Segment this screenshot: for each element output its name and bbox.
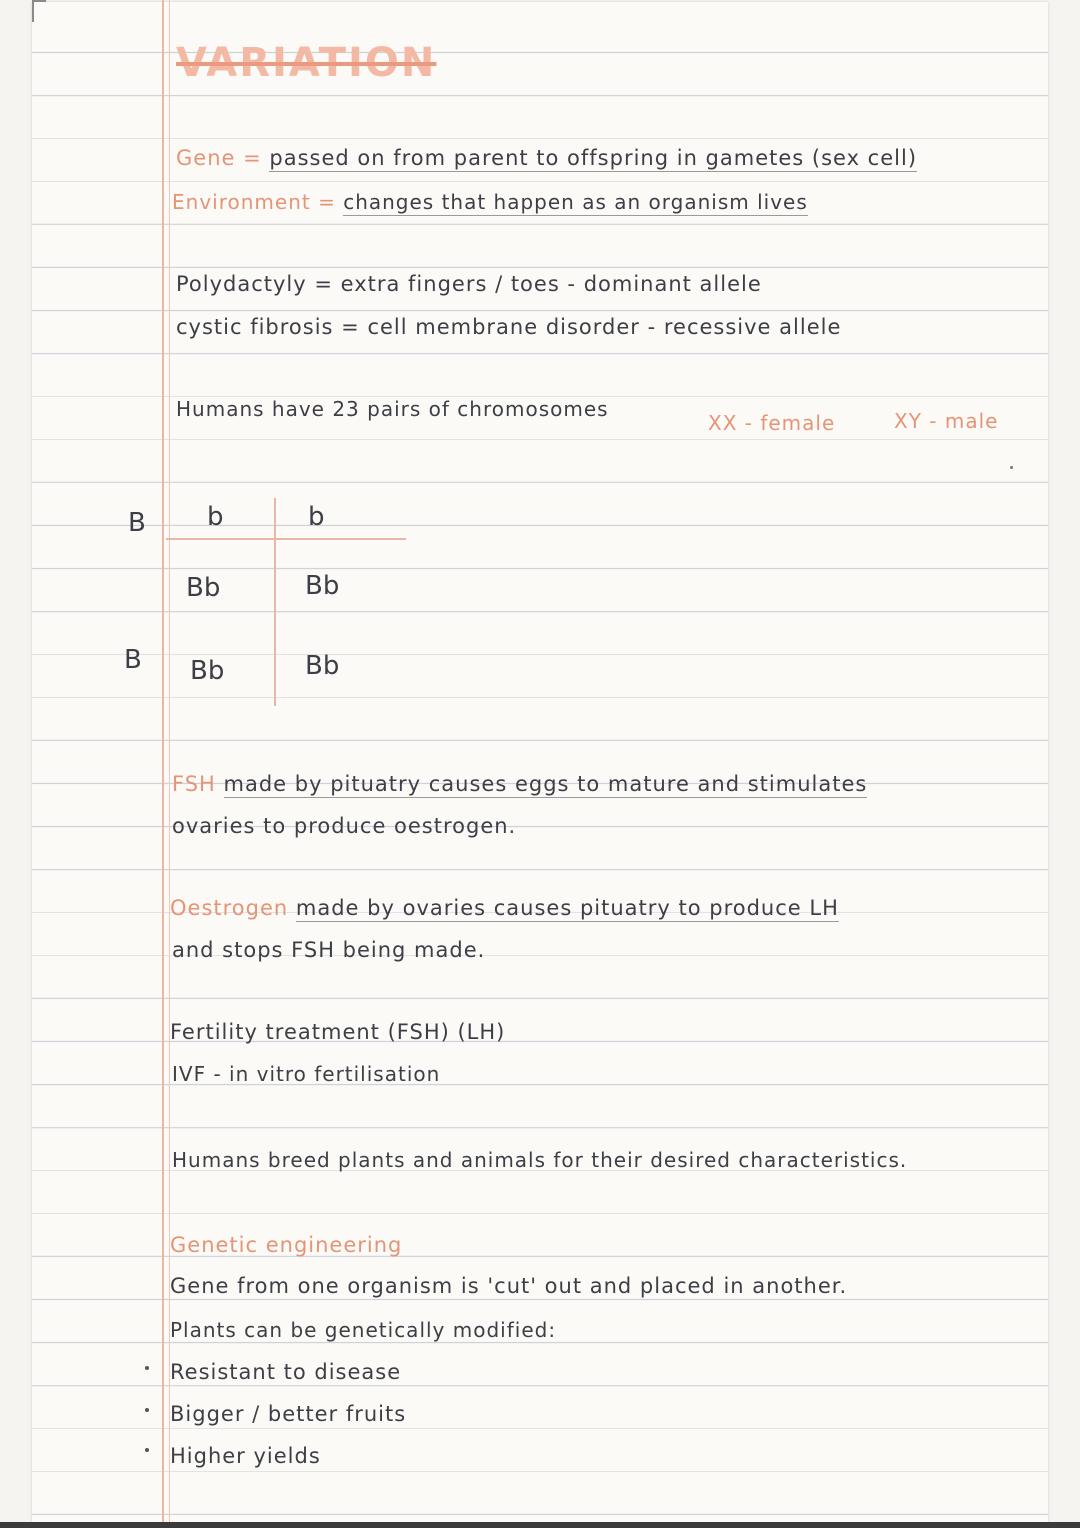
punnett-cell: Bb [190, 656, 225, 686]
female-label: XX - female [708, 411, 836, 435]
punnett-row-label: B [124, 645, 142, 675]
polydactyly-note: Polydactyly = extra fingers / toes - dominant allele [176, 272, 762, 296]
list-item: Higher yields [170, 1444, 321, 1468]
punnett-row-label: B [128, 508, 146, 538]
paper-edge-left [32, 0, 34, 22]
genetic-engineering-line-2: Plants can be genetically modified: [170, 1318, 557, 1342]
gene-term: Gene [176, 146, 236, 170]
bullet-dot [145, 1448, 149, 1452]
oestrogen-line-1: Oestrogen made by ovaries causes pituatry to produce LH [170, 896, 839, 920]
margin-line [162, 0, 164, 1528]
gene-text: passed on from parent to offspring in gametes (sex cell) [269, 146, 918, 170]
environment-term: Environment [172, 190, 311, 214]
punnett-col-label: b [308, 502, 325, 532]
punnett-cell: Bb [305, 651, 340, 681]
list-item: Bigger / better fruits [170, 1402, 407, 1426]
page-title: VARIATION [176, 40, 437, 86]
male-label: XY - male [894, 409, 999, 433]
gene-definition: Gene = passed on from parent to offspring in gametes (sex cell) [176, 146, 918, 170]
breeding-note: Humans breed plants and animals for their desired characteristics. [172, 1148, 908, 1172]
fsh-line-2: ovaries to produce oestrogen. [172, 814, 517, 838]
fertility-line-2: IVF - in vitro fertilisation [172, 1062, 441, 1086]
genetic-engineering-line-1: Gene from one organism is 'cut' out and placed in another. [170, 1274, 848, 1298]
fertility-line-1: Fertility treatment (FSH) (LH) [170, 1020, 506, 1044]
punnett-cell: Bb [305, 571, 340, 601]
fsh-line-1: FSH made by pituatry causes eggs to mature and stimulates [172, 772, 868, 796]
chromosomes-note: Humans have 23 pairs of chromosomes [176, 397, 609, 421]
bullet-dot [145, 1408, 149, 1412]
pen-dot [1010, 466, 1013, 469]
punnett-divider-vertical [274, 498, 276, 706]
environment-text: changes that happen as an organism lives [343, 190, 808, 214]
environment-definition: Environment = changes that happen as an organism lives [172, 190, 808, 214]
genetic-engineering-heading: Genetic engineering [170, 1233, 403, 1257]
punnett-col-label: b [207, 502, 224, 532]
punnett-cell: Bb [186, 573, 221, 603]
list-item: Resistant to disease [170, 1360, 402, 1384]
fsh-term: FSH [172, 772, 216, 796]
paper-edge-top [32, 0, 46, 2]
oestrogen-line-2: and stops FSH being made. [172, 938, 486, 962]
punnett-divider-horizontal [166, 538, 406, 540]
paper-edge-bottom [0, 1522, 1080, 1528]
margin-line-inner [169, 0, 170, 1528]
oestrogen-term: Oestrogen [170, 896, 289, 920]
cystic-fibrosis-note: cystic fibrosis = cell membrane disorder - recessive allele [176, 315, 842, 339]
bullet-dot [145, 1366, 149, 1370]
